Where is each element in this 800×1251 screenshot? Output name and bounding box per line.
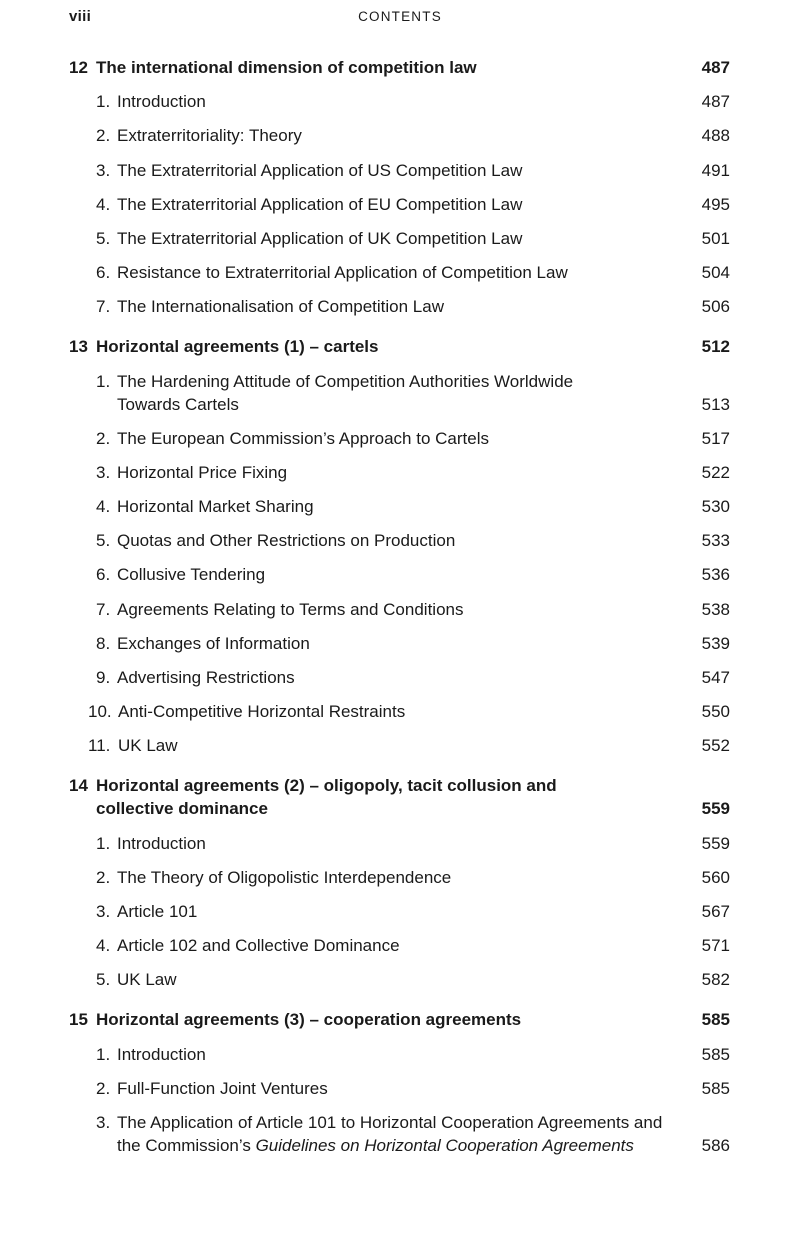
section-number: 8. bbox=[96, 633, 111, 653]
section-title bbox=[117, 193, 700, 216]
section-entry[interactable] bbox=[0, 968, 800, 991]
chapter-title-line: Horizontal agreements (1) – cartels bbox=[96, 337, 379, 357]
chapter-12 bbox=[0, 56, 800, 318]
section-page-number: 585 bbox=[701, 1044, 730, 1064]
chapter-page-number: 585 bbox=[701, 1010, 730, 1030]
section-number: 4. bbox=[96, 497, 111, 517]
section-title-line bbox=[117, 1134, 700, 1157]
chapter-13 bbox=[0, 335, 800, 757]
section-number: 4. bbox=[96, 194, 111, 214]
chapter-title bbox=[96, 335, 700, 358]
section-title-line: Advertising Restrictions bbox=[117, 668, 295, 687]
section-title bbox=[117, 461, 700, 484]
section-title bbox=[117, 159, 700, 182]
section-title bbox=[117, 1043, 700, 1066]
section-number: 1. bbox=[96, 371, 111, 391]
section-entry[interactable] bbox=[0, 90, 800, 113]
section-title bbox=[117, 370, 700, 416]
section-entry[interactable] bbox=[0, 598, 800, 621]
chapter-15 bbox=[0, 1008, 800, 1157]
section-entry[interactable] bbox=[0, 427, 800, 450]
section-page-number: 487 bbox=[701, 92, 730, 112]
section-title bbox=[117, 427, 700, 450]
section-page-number: 517 bbox=[701, 428, 730, 448]
section-page-number: 559 bbox=[701, 833, 730, 853]
page-folio: viii bbox=[69, 8, 92, 25]
section-number: 9. bbox=[96, 668, 111, 687]
section-page-number: 530 bbox=[701, 497, 730, 517]
section-title bbox=[117, 866, 700, 889]
section-number: 10. bbox=[88, 702, 112, 722]
section-page-number: 538 bbox=[701, 599, 730, 619]
page-header bbox=[0, 8, 800, 28]
section-title-line: Article 102 and Collective Dominance bbox=[117, 936, 400, 956]
section-page-number: 488 bbox=[701, 126, 730, 146]
section-number: 6. bbox=[96, 565, 111, 585]
chapter-title-line: Horizontal agreements (3) – cooperation agreements bbox=[96, 1010, 522, 1030]
section-number: 1. bbox=[96, 833, 111, 853]
section-page-number: 550 bbox=[701, 702, 730, 722]
section-page-number: 506 bbox=[701, 297, 730, 317]
section-entry[interactable] bbox=[0, 261, 800, 284]
section-title bbox=[117, 934, 700, 957]
section-page-number: 536 bbox=[701, 565, 730, 585]
section-title bbox=[117, 261, 700, 284]
section-entry[interactable] bbox=[0, 495, 800, 518]
section-title bbox=[117, 1077, 700, 1100]
section-title bbox=[117, 1111, 700, 1157]
section-title bbox=[117, 529, 700, 552]
section-number: 6. bbox=[96, 263, 111, 283]
section-number: 1. bbox=[96, 92, 111, 112]
section-number: 3. bbox=[96, 1112, 111, 1132]
section-page-number: 582 bbox=[701, 970, 730, 990]
section-entry[interactable] bbox=[0, 934, 800, 957]
section-number: 2. bbox=[96, 126, 111, 146]
section-page-number: 495 bbox=[701, 194, 730, 214]
chapter-title-line: Horizontal agreements (2) – oligopoly, tacit collusion and bbox=[96, 776, 557, 796]
section-entry[interactable] bbox=[0, 370, 800, 416]
running-head: CONTENTS bbox=[358, 9, 442, 24]
section-number: 2. bbox=[96, 1078, 111, 1098]
section-number: 5. bbox=[96, 228, 111, 248]
chapter-page-number: 559 bbox=[701, 799, 730, 819]
section-title bbox=[117, 563, 700, 586]
section-page-number: 571 bbox=[701, 936, 730, 956]
section-title bbox=[118, 734, 700, 757]
section-title-italic: Guidelines on Horizontal Cooperation Agreements bbox=[255, 1135, 634, 1155]
section-page-number: 552 bbox=[701, 736, 730, 756]
section-title-line: Resistance to Extraterritorial Application of Competition Law bbox=[117, 263, 568, 283]
chapter-title-line: The international dimension of competition law bbox=[96, 58, 477, 77]
section-title bbox=[117, 666, 700, 689]
section-title bbox=[117, 90, 700, 113]
section-title bbox=[117, 598, 700, 621]
section-entry[interactable] bbox=[0, 632, 800, 655]
section-entry[interactable] bbox=[0, 866, 800, 889]
section-title-line: Agreements Relating to Terms and Conditions bbox=[117, 599, 464, 619]
section-entry[interactable] bbox=[0, 1077, 800, 1100]
chapter-title bbox=[96, 56, 700, 79]
section-title-line: The Theory of Oligopolistic Interdependence bbox=[117, 867, 452, 887]
chapter-heading[interactable] bbox=[0, 1008, 800, 1031]
section-title-line: Extraterritoriality: Theory bbox=[117, 126, 302, 146]
section-number: 7. bbox=[96, 297, 111, 317]
section-title bbox=[117, 227, 700, 250]
section-entry[interactable] bbox=[0, 461, 800, 484]
chapter-number: 14 bbox=[69, 776, 88, 796]
section-number: 2. bbox=[96, 428, 111, 448]
section-number: 2. bbox=[96, 867, 111, 887]
section-entry[interactable] bbox=[0, 193, 800, 216]
section-title-line: The Hardening Attitude of Competition Authorities Worldwide bbox=[117, 371, 574, 391]
chapter-title bbox=[96, 1008, 700, 1031]
section-entry[interactable] bbox=[0, 1111, 800, 1157]
section-entry[interactable] bbox=[0, 1043, 800, 1066]
section-title bbox=[117, 632, 700, 655]
section-entry[interactable] bbox=[0, 227, 800, 250]
section-number: 3. bbox=[96, 160, 111, 180]
chapter-title-line: collective dominance bbox=[96, 799, 268, 819]
chapter-heading[interactable] bbox=[0, 774, 800, 820]
section-entry[interactable] bbox=[0, 563, 800, 586]
section-title-line: UK Law bbox=[117, 970, 177, 990]
section-title bbox=[117, 124, 700, 147]
section-title-line: Introduction bbox=[117, 833, 206, 853]
section-title bbox=[118, 700, 700, 723]
section-page-number: 501 bbox=[701, 228, 730, 248]
section-title-line: Towards Cartels bbox=[117, 394, 239, 414]
section-title-line: Horizontal Price Fixing bbox=[117, 462, 288, 482]
chapter-heading[interactable] bbox=[0, 56, 800, 79]
section-number: 5. bbox=[96, 531, 111, 551]
section-page-number: 585 bbox=[701, 1078, 730, 1098]
section-page-number: 522 bbox=[701, 462, 730, 482]
section-title-line: UK Law bbox=[118, 736, 178, 756]
section-page-number: 567 bbox=[701, 901, 730, 921]
section-title-line: Collusive Tendering bbox=[117, 565, 266, 585]
section-number: 3. bbox=[96, 462, 111, 482]
section-title-line: The Internationalisation of Competition Law bbox=[117, 297, 444, 317]
section-title-line: Exchanges of Information bbox=[117, 633, 310, 653]
section-title bbox=[117, 900, 700, 923]
section-title-line: Full-Function Joint Ventures bbox=[117, 1078, 328, 1098]
section-entry[interactable] bbox=[0, 832, 800, 855]
section-page-number: 560 bbox=[701, 867, 730, 887]
chapter-page-number: 512 bbox=[701, 337, 730, 357]
section-title-line: Introduction bbox=[117, 92, 206, 112]
section-entry[interactable] bbox=[0, 900, 800, 923]
section-title-line: Article 101 bbox=[117, 901, 198, 921]
chapter-heading[interactable] bbox=[0, 335, 800, 358]
section-number: 7. bbox=[96, 599, 111, 619]
section-page-number: 547 bbox=[701, 668, 730, 687]
section-title-line: The European Commission’s Approach to Cartels bbox=[117, 428, 489, 448]
section-title-line: The Extraterritorial Application of UK Competition Law bbox=[117, 228, 523, 248]
section-title-line: Horizontal Market Sharing bbox=[117, 497, 314, 517]
section-entry[interactable] bbox=[0, 159, 800, 182]
section-page-number: 586 bbox=[701, 1135, 730, 1155]
section-page-number: 539 bbox=[701, 633, 730, 653]
section-entry[interactable] bbox=[0, 529, 800, 552]
section-entry[interactable] bbox=[0, 700, 800, 723]
section-number: 3. bbox=[96, 901, 111, 921]
section-page-number: 513 bbox=[701, 394, 730, 414]
section-entry[interactable] bbox=[0, 124, 800, 147]
section-title-line: Introduction bbox=[117, 1044, 206, 1064]
section-number: 1. bbox=[96, 1044, 111, 1064]
section-page-number: 491 bbox=[701, 160, 730, 180]
section-title bbox=[117, 968, 700, 991]
chapter-number: 12 bbox=[69, 58, 88, 77]
table-of-contents bbox=[0, 56, 800, 1174]
section-number: 11. bbox=[88, 736, 111, 756]
chapter-title bbox=[96, 774, 700, 820]
chapter-14 bbox=[0, 774, 800, 991]
section-title-text: the Commission’s bbox=[117, 1135, 251, 1155]
section-entry[interactable] bbox=[0, 295, 800, 318]
section-number: 5. bbox=[96, 970, 111, 990]
section-title-line: Anti-Competitive Horizontal Restraints bbox=[118, 702, 406, 722]
section-title bbox=[117, 832, 700, 855]
section-title bbox=[117, 295, 700, 318]
section-title-line: The Extraterritorial Application of EU Competition Law bbox=[117, 194, 523, 214]
section-title bbox=[117, 495, 700, 518]
section-title-line: The Extraterritorial Application of US Competition Law bbox=[117, 160, 523, 180]
chapter-number: 13 bbox=[69, 337, 88, 357]
chapter-page-number: 487 bbox=[701, 58, 730, 77]
section-page-number: 533 bbox=[701, 531, 730, 551]
section-title-line: The Application of Article 101 to Horizontal Cooperation Agreements and bbox=[117, 1112, 663, 1132]
section-number: 4. bbox=[96, 936, 111, 956]
section-entry[interactable] bbox=[0, 666, 800, 689]
chapter-number: 15 bbox=[69, 1010, 88, 1030]
section-entry[interactable] bbox=[0, 734, 800, 757]
section-page-number: 504 bbox=[701, 263, 730, 283]
section-title-line: Quotas and Other Restrictions on Production bbox=[117, 531, 456, 551]
